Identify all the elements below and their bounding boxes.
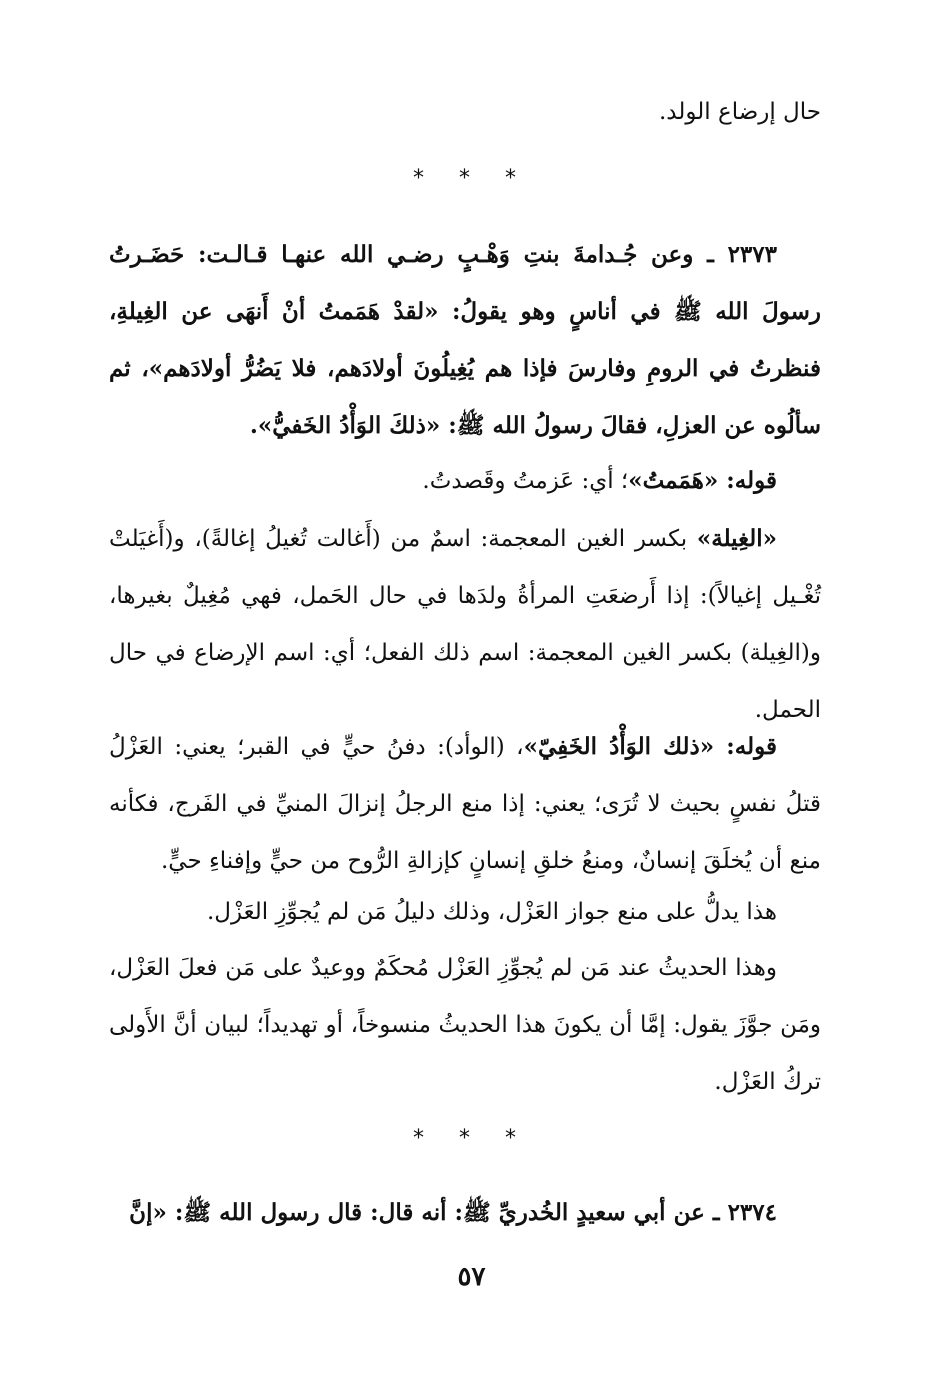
commentary-text: ، (الوأد): دفنُ حيٍّ في القبر؛ يعني: العَزْلُ قتلُ نفسٍ بحيث لا تُرَى؛ يعني: إذا منع الرجلُ إنزالَ المنيِّ في الفَرج، فكأنه منع أن يُخلَقَ إنسانٌ، ومنعُ خلقِ إنسانٍ كإزالةِ الرُّوح من حيٍّ وإفناءِ حيٍّ. <box>109 734 821 874</box>
commentary-label: قوله: «هَمَمتُ» <box>628 467 777 494</box>
hadith-2374: ٢٣٧٤ ـ عن أبي سعيدٍ الخُدريِّ ﷺ: أنه قال: قال رسول الله ﷺ: «إنَّ <box>129 1199 777 1226</box>
commentary-ghila <box>109 510 821 739</box>
commentary-text: بكسر الغين المعجمة: اسمٌ من (أَغالت تُغيلُ إغالةً)، و(أَغيَلتْ تُغْـيل إغيالاً): إذا أَرضعَتِ المرأةُ ولدَها في حال الحَمل، فهي مُغِيلٌ بغيرها، و(الغِيلة) بكسر الغين المعجمة: اسم ذلك الفعل؛ أي: اسم الإرضاع في حال الحمل. <box>109 526 821 723</box>
commentary-label: قوله: «ذلك الوَأْدُ الخَفِيّ» <box>523 733 778 760</box>
page-number: ٥٧ <box>457 1262 486 1292</box>
commentary-azl-prohibition: هذا يدلُّ على منع جواز العَزْل، وذلك دليلُ مَن لم يُجوِّزِ العَزْل. <box>206 899 777 925</box>
commentary-wad <box>109 718 821 890</box>
section-separator: * * * <box>413 166 530 191</box>
hadith-2373: ٢٣٧٣ ـ وعن جُـدامةَ بنتِ وَهْـبٍ رضـي الله عنهـا قـالـت: حَضَـرتُ رسولَ الله ﷺ في أناسٍ وهو يقولُ: «لقدْ هَمَمتُ أنْ أَنهَى عن الغِيلةِ، فنظرتُ في الرومِ وفارسَ فإذا هم يُغِيلُونَ أولادَهم، فلا يَضُرُّ أولادَهم»، ثم سألُوه عن العزلِ، فقالَ رسولُ الله ﷺ: «ذلكَ الوَأْدُ الخَفيُّ». <box>109 241 821 439</box>
commentary-text: ؛ أي: عَزمتُ وقَصدتُ. <box>422 468 629 494</box>
header-line: حال إرضاع الولد. <box>659 99 821 125</box>
commentary-hamamtu <box>109 452 821 510</box>
section-separator: * * * <box>413 1126 530 1151</box>
commentary-label: «الغِيلة» <box>696 525 777 552</box>
commentary-azl-ruling: وهذا الحديثُ عند مَن لم يُجوِّزِ العَزْل مُحكَمٌ ووعيدٌ على مَن فعلَ العَزْل، ومَن جوَّزَ يقول: إمَّا أن يكونَ هذا الحديثُ منسوخاً، أو تهديداً؛ لبيان أنَّ الأَولى تركُ العَزْل. <box>109 955 821 1095</box>
